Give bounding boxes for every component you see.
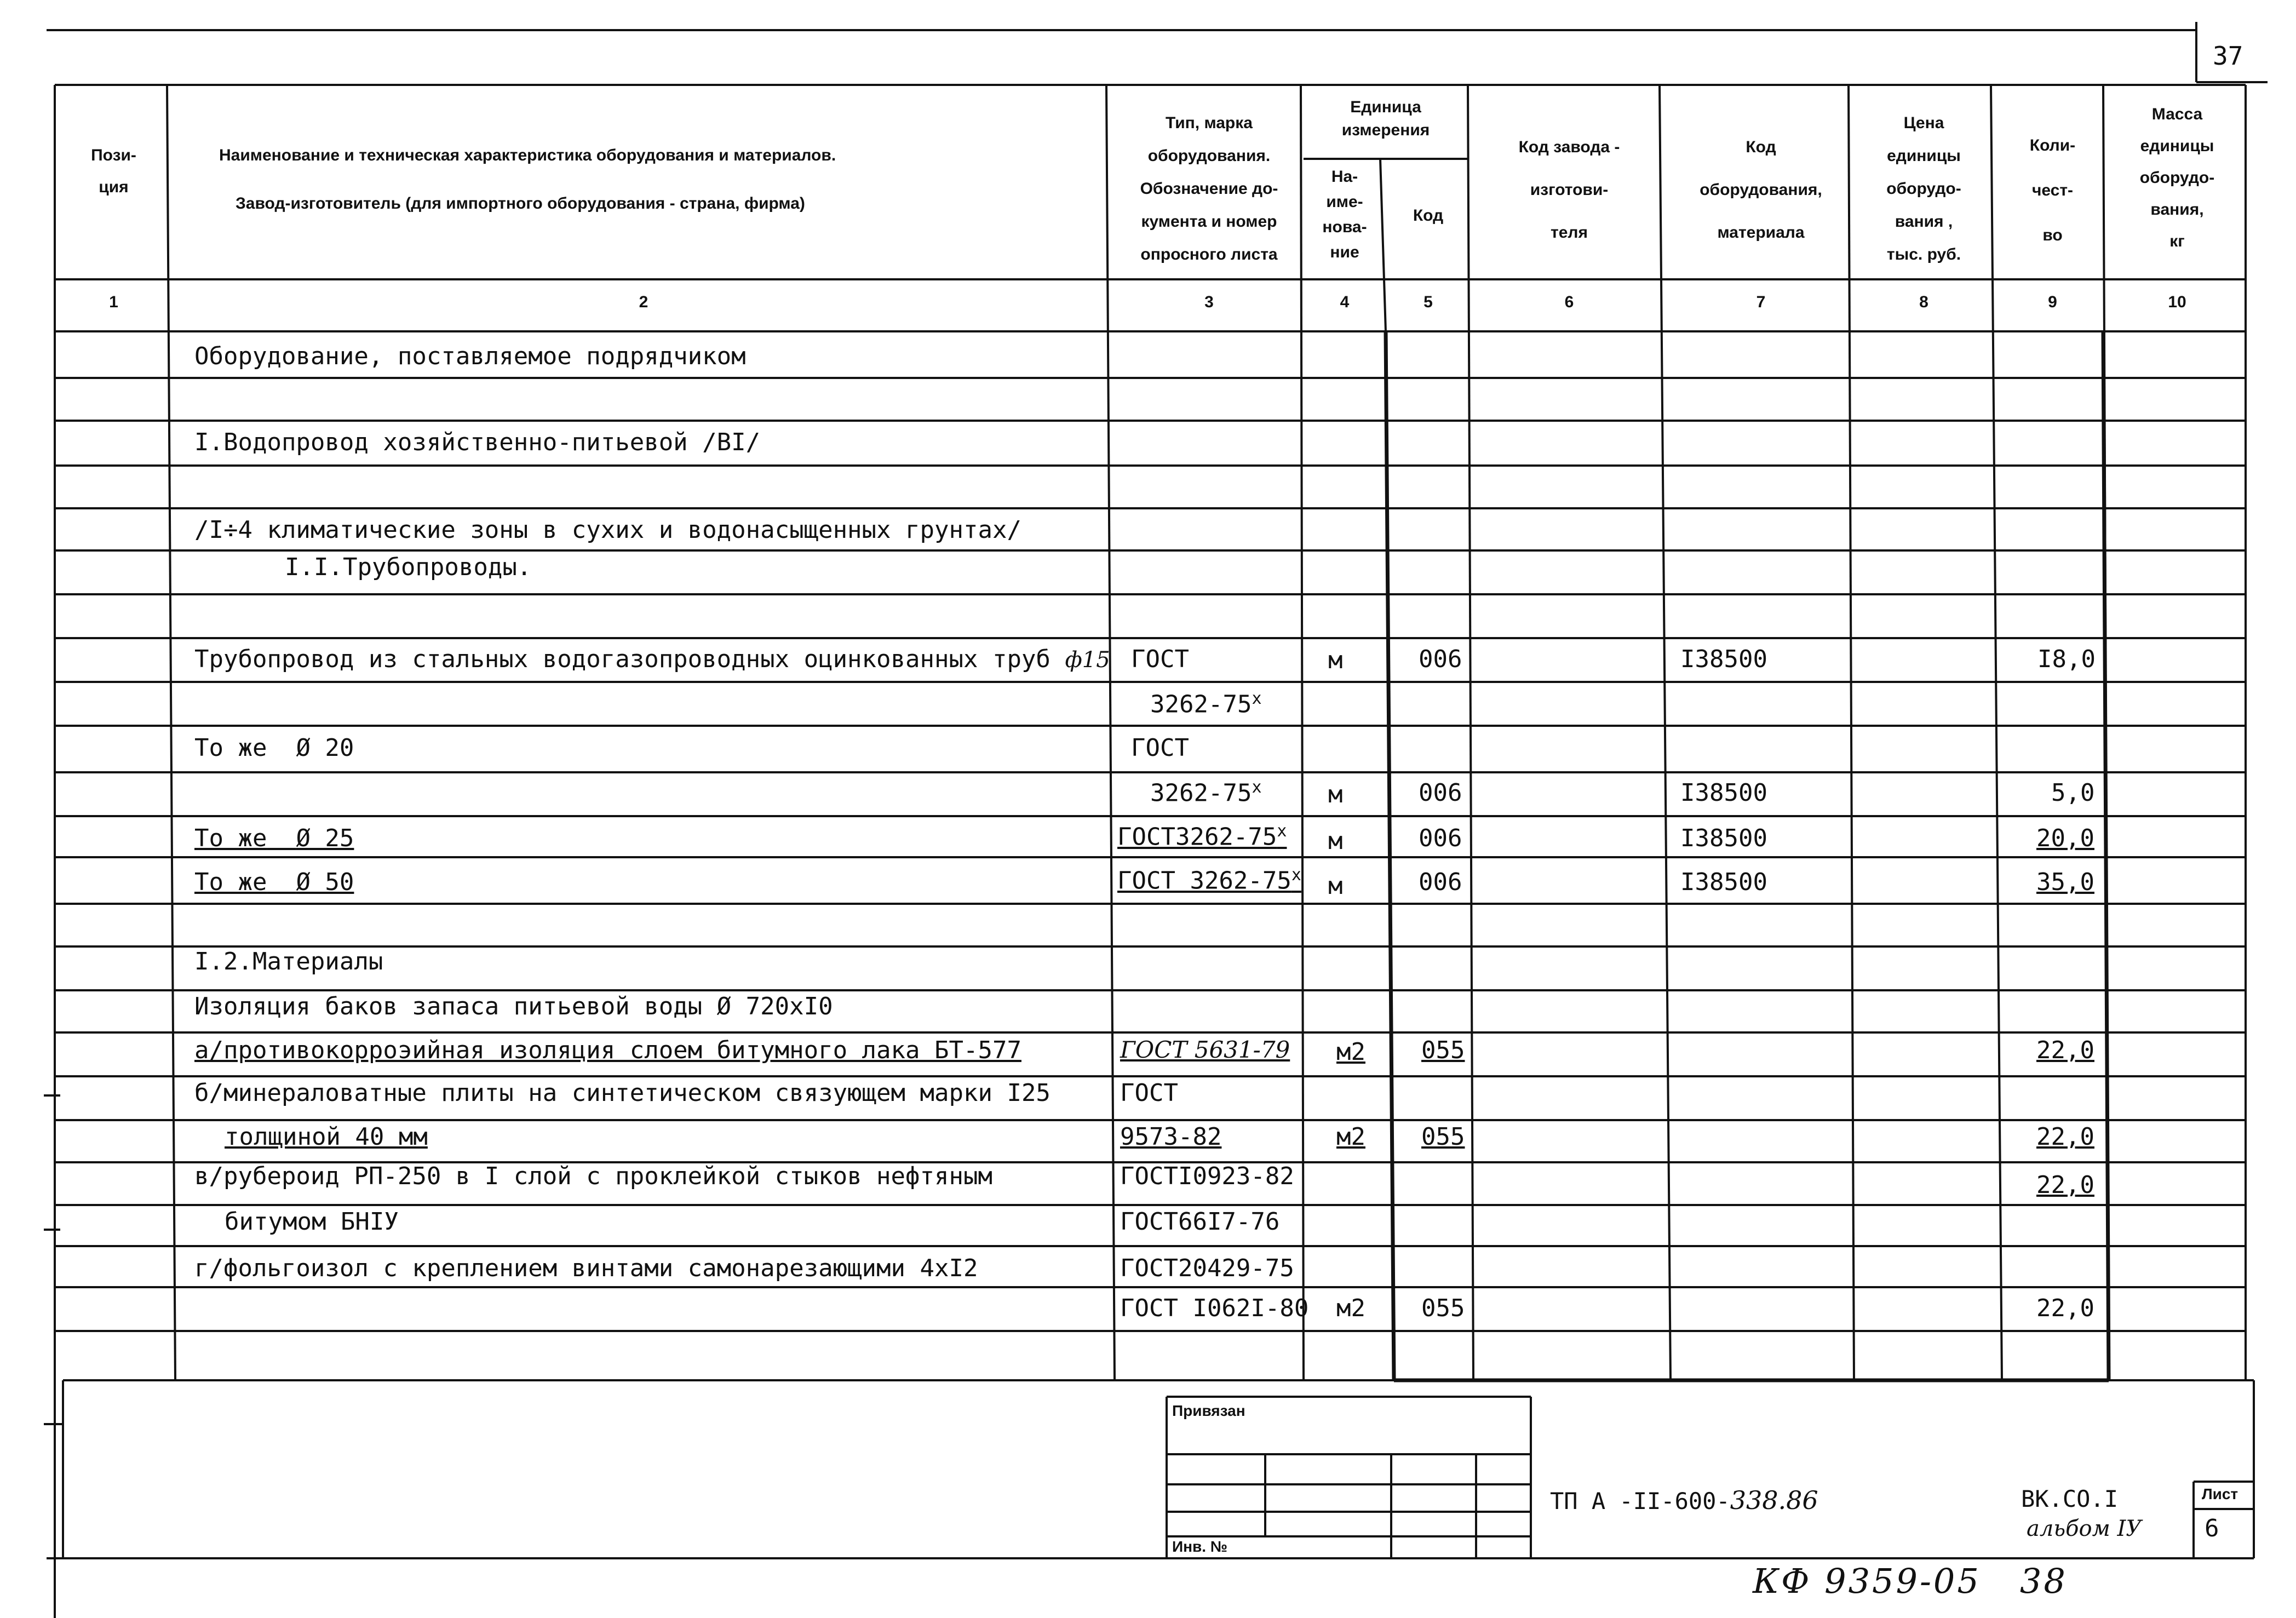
table-row-qty: 22,0: [2036, 1036, 2094, 1064]
header-quantity: Коли- чест- во: [2029, 136, 2076, 244]
table-row-doc: ГОСТ: [1131, 734, 1189, 762]
table-row-qty: 22,0: [2036, 1294, 2094, 1322]
header-name: Наименование и техническая характеристика оборудования и материалов. Завод-изготовитель (для импортного оборудования - страна, фирма): [219, 146, 836, 213]
table-row-doc: ГОСТ: [1131, 645, 1189, 673]
table-row-doc: ГОСТI0923-82: [1120, 1162, 1294, 1190]
stamp-inventory-label: Инв. №: [1172, 1538, 1228, 1555]
table-row-qty: 35,0: [2036, 868, 2094, 896]
table-row-name: б/минераловатные плиты на синтетическом связующем марки I25: [194, 1079, 1051, 1107]
table-row-name: а/противокорроэийная изоляция слоем битумного лака БТ-577: [194, 1036, 1021, 1064]
archive-mark: КФ 9359-05 38: [1753, 1561, 2068, 1601]
table-row-code: 055: [1421, 1294, 1465, 1322]
document-code: ТП А -II-600-338.86: [1550, 1485, 1818, 1515]
section-subtitle: /I÷4 климатические зоны в сухих и водонасыщенных грунтах/: [194, 516, 1021, 544]
header-type: Тип, марка оборудования. Обозначение до- кумента и номер опросного листа: [1140, 114, 1278, 263]
column-number: 3: [1204, 293, 1214, 311]
table-row-doc: $3262-75^х$: [1150, 689, 1262, 719]
table-row-doc: ГОСТ 5631-79: [1120, 1036, 1290, 1063]
table-row-doc: 9573-82: [1120, 1123, 1222, 1151]
table-row-code: 055: [1421, 1123, 1465, 1151]
table-row-doc: ГОСТ $3262-75^х$: [1117, 865, 1301, 895]
subsection-title: I.2.Материалы: [194, 948, 383, 976]
table-row-name: толщиной 40 мм: [225, 1123, 428, 1151]
subsection-title: I.I.Трубопроводы.: [285, 553, 532, 581]
column-number: 8: [1919, 293, 1928, 311]
sheet-label: Лист: [2202, 1485, 2238, 1502]
column-number: 7: [1756, 293, 1766, 311]
table-row-qty: 20,0: [2036, 824, 2094, 852]
table-row-code: 055: [1421, 1036, 1465, 1064]
header-factory-code: Код завода - изготови- теля: [1518, 138, 1620, 242]
stamp-attached-label: Привязан: [1172, 1402, 1245, 1419]
table-row-unit: м2: [1336, 1294, 1365, 1322]
page-number: 37: [2213, 41, 2243, 71]
table-row-eqcode: I38500: [1680, 824, 1767, 852]
header-unit-name: На- име- нова- ние: [1322, 168, 1367, 261]
table-row-unit: м: [1328, 781, 1343, 808]
table-row-eqcode: I38500: [1680, 779, 1767, 807]
header-unit-code: Код: [1413, 206, 1444, 225]
table-row-unit: м: [1328, 827, 1343, 855]
table-row-name: г/фольгоизол с креплением винтами самонарезающими 4хI2: [194, 1254, 978, 1282]
column-number: 2: [639, 293, 648, 311]
table-row-code: 006: [1419, 868, 1462, 896]
table-row-qty: I8,0: [2037, 645, 2096, 673]
sheet-code: ВК.СО.I: [2021, 1485, 2119, 1512]
header-unit: Единица измерения: [1341, 98, 1430, 139]
table-row-name: Трубопровод из стальных водогазопроводных оцинкованных труб ф15: [194, 645, 1110, 673]
table-row-unit: м: [1328, 646, 1343, 674]
sheet-number: 6: [2205, 1514, 2219, 1542]
table-row-eqcode: I38500: [1680, 645, 1767, 673]
table-row-doc: ГОСТ: [1120, 1079, 1178, 1107]
table-row-name: То же Ø 20: [194, 734, 354, 762]
table-row-qty: 22,0: [2036, 1171, 2094, 1199]
header-equipment-code: Код оборудования, материала: [1700, 138, 1822, 242]
table-row-eqcode: I38500: [1680, 868, 1767, 896]
column-number: 4: [1340, 293, 1350, 311]
table-row-name: То же Ø 25: [194, 824, 354, 852]
table-row-name: битумом БНIУ: [225, 1208, 399, 1236]
table-row-doc: ГОСТ20429-75: [1120, 1254, 1294, 1282]
column-number: 1: [109, 293, 118, 311]
table-row-name: в/рубероид РП-250 в I слой с проклейкой стыков нефтяным: [194, 1162, 992, 1190]
section-title: Оборудование, поставляемое подрядчиком: [194, 342, 746, 370]
header-price: Цена единицы оборудо- вания , тыс. руб.: [1886, 114, 1961, 263]
column-number: 5: [1423, 293, 1433, 311]
header-mass: Масса единицы оборудо- вания, кг: [2139, 105, 2215, 250]
table-row-unit: м: [1328, 872, 1343, 900]
column-number: 6: [1564, 293, 1574, 311]
table-row-unit: м2: [1336, 1123, 1365, 1151]
table-row-doc: ГОСТ66I7-76: [1120, 1208, 1280, 1236]
header-position: Пози- ция: [91, 146, 136, 196]
table-row-code: 006: [1419, 824, 1462, 852]
table-row-unit: м2: [1336, 1038, 1365, 1066]
table-row-code: 006: [1419, 779, 1462, 807]
table-row-doc: $3262-75^х$: [1150, 778, 1262, 807]
table-row-code: 006: [1419, 645, 1462, 673]
section-title: I.Водопровод хозяйственно-питьевой /BI/: [194, 428, 761, 456]
column-number: 9: [2048, 293, 2057, 311]
table-row-qty: 22,0: [2036, 1123, 2094, 1151]
table-row-qty: 5,0: [2051, 779, 2095, 807]
table-row-doc: ГОСТ I062I-80: [1120, 1294, 1309, 1322]
table-row-doc: $ГОСТ3262-75^х$: [1117, 822, 1287, 851]
table-row-name: То же Ø 50: [194, 868, 354, 896]
column-number: 10: [2168, 293, 2186, 311]
table-row-name: Изоляция баков запаса питьевой воды Ø 720хI0: [194, 992, 833, 1020]
album-label: альбом IУ: [2027, 1516, 2142, 1541]
